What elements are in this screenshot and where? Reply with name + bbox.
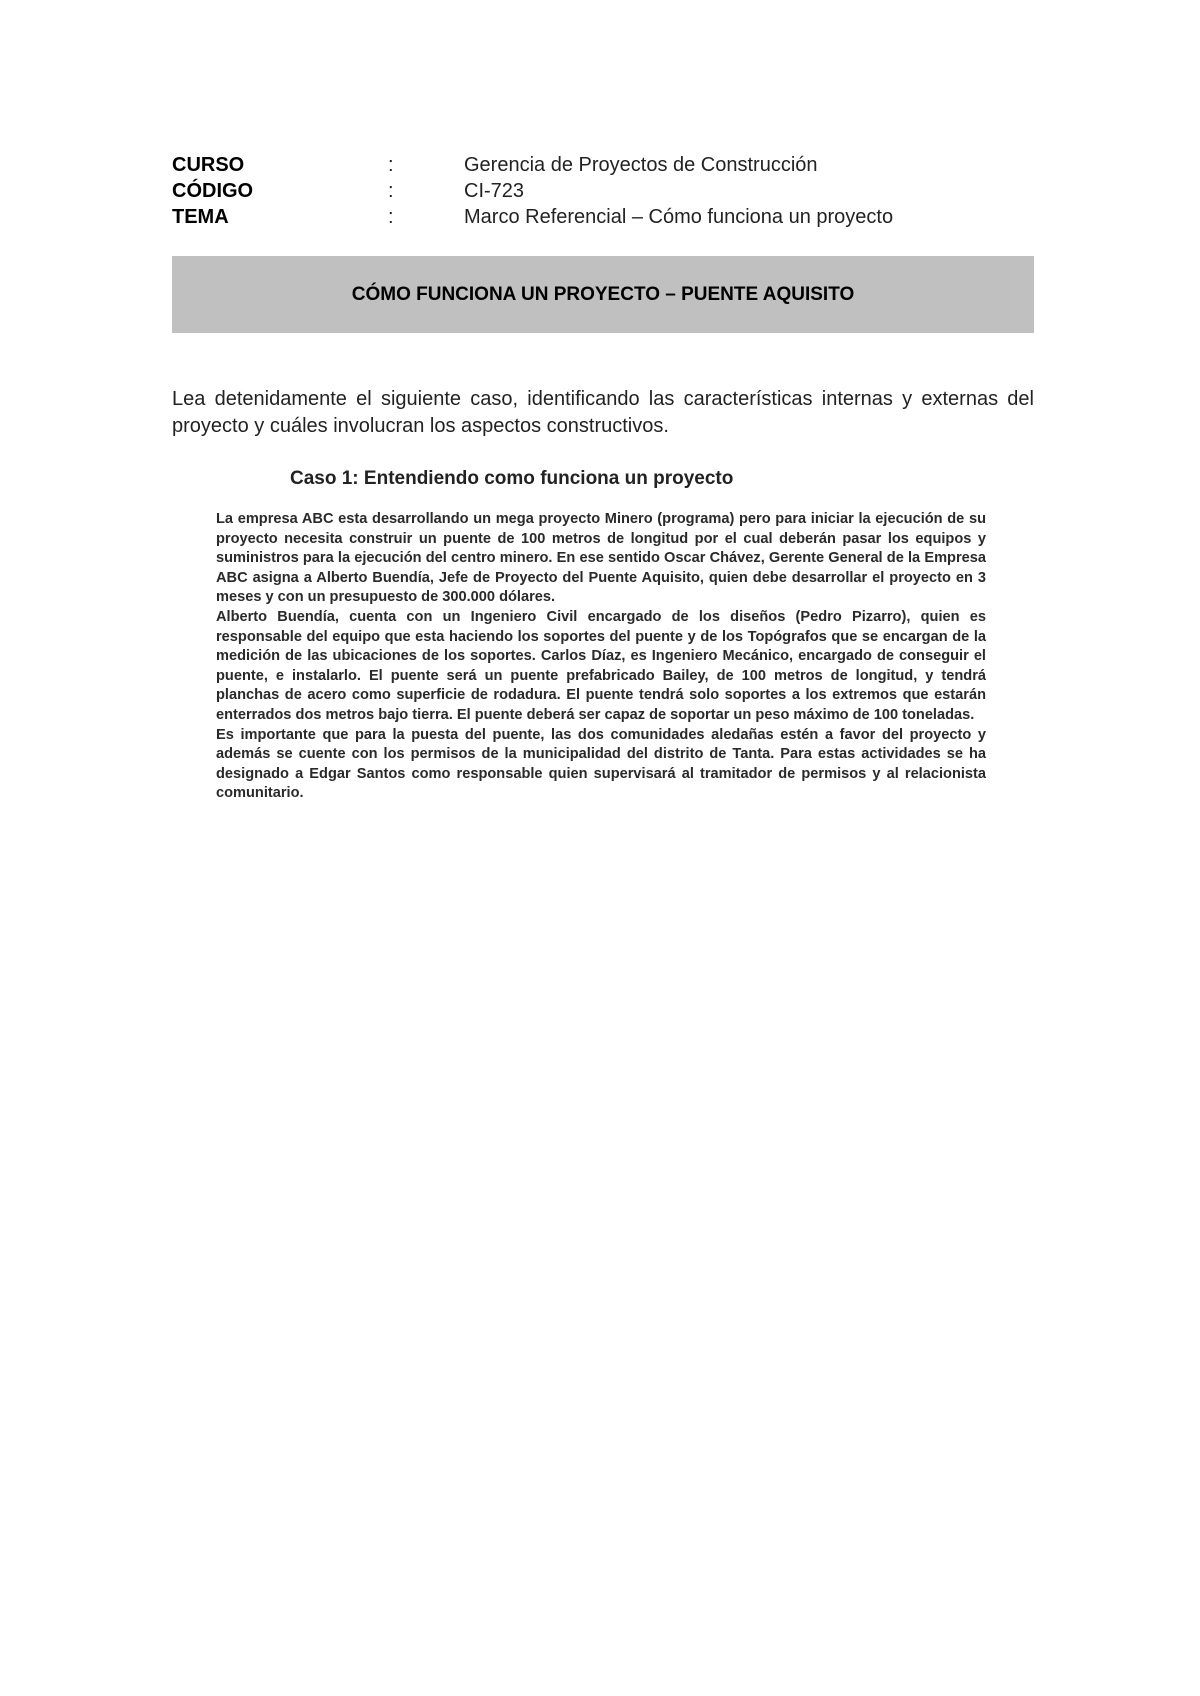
intro-paragraph: Lea detenidamente el siguiente caso, identificando las características internas y externas del proyecto y cuáles involucran los aspectos constructivos. (172, 388, 1034, 437)
case-paragraph: La empresa ABC esta desarrollando un mega proyecto Minero (programa) pero para iniciar la ejecución de su proyecto necesita construir un puente de 100 metros de longitud por el cual deberán pasar los equipos y suministros para la ejecución del centro minero. En ese sentido Oscar Chávez, Gerente General de la Empresa ABC asigna a Alberto Buendía, Jefe de Proyecto del Puente Aquisito, quien debe desarrollar el proyecto en 3 meses y con un presupuesto de 300.000 dólares. (216, 511, 986, 606)
header-row-codigo (172, 178, 1032, 204)
header-label: TEMA (172, 206, 229, 228)
header-label: CÓDIGO (172, 180, 254, 202)
header-row-curso (172, 152, 1032, 178)
header-row-tema (172, 204, 1032, 230)
title-banner (172, 256, 1034, 333)
document-title: CÓMO FUNCIONA UN PROYECTO – PUENTE AQUISITO (351, 283, 855, 305)
case-body (216, 510, 986, 804)
header-value: Gerencia de Proyectos de Construcción (464, 154, 818, 176)
header-value: CI-723 (464, 180, 525, 202)
case-paragraph: Es importante que para la puesta del puente, las dos comunidades aledañas estén a favor del proyecto y además se cuente con los permisos de la municipalidad del distrito de Tanta. Para estas actividades se ha designado a Edgar Santos como responsable quien supervisará al tramitador de permisos y al relacionista comunitario. (216, 726, 986, 802)
header-label: CURSO (172, 154, 245, 176)
header-colon: : (388, 180, 394, 202)
header-value: Marco Referencial – Cómo funciona un proyecto (464, 206, 894, 228)
header-colon: : (388, 206, 394, 228)
header-colon: : (388, 154, 394, 176)
case-paragraph: Alberto Buendía, cuenta con un Ingeniero Civil encargado de los diseños (Pedro Pizarro), quien es responsable del equipo que esta haciendo los soportes del puente y de los Topógrafos que se encargan de la medición de las ubicaciones de los soportes. Carlos Díaz, es Ingeniero Mecánico, encargado de conseguir el puente, e instalarlo. El puente será un puente prefabricado Bailey, de 100 metros de longitud, y tendrá planchas de acero como superficie de rodadura. El puente tendrá solo soportes a los extremos que estarán enterrados dos metros bajo tierra. El puente deberá ser capaz de soportar un peso máximo de 100 toneladas. (216, 608, 986, 723)
case-title: Caso 1: Entendiendo como funciona un proyecto (290, 468, 734, 489)
course-header (172, 152, 1032, 230)
